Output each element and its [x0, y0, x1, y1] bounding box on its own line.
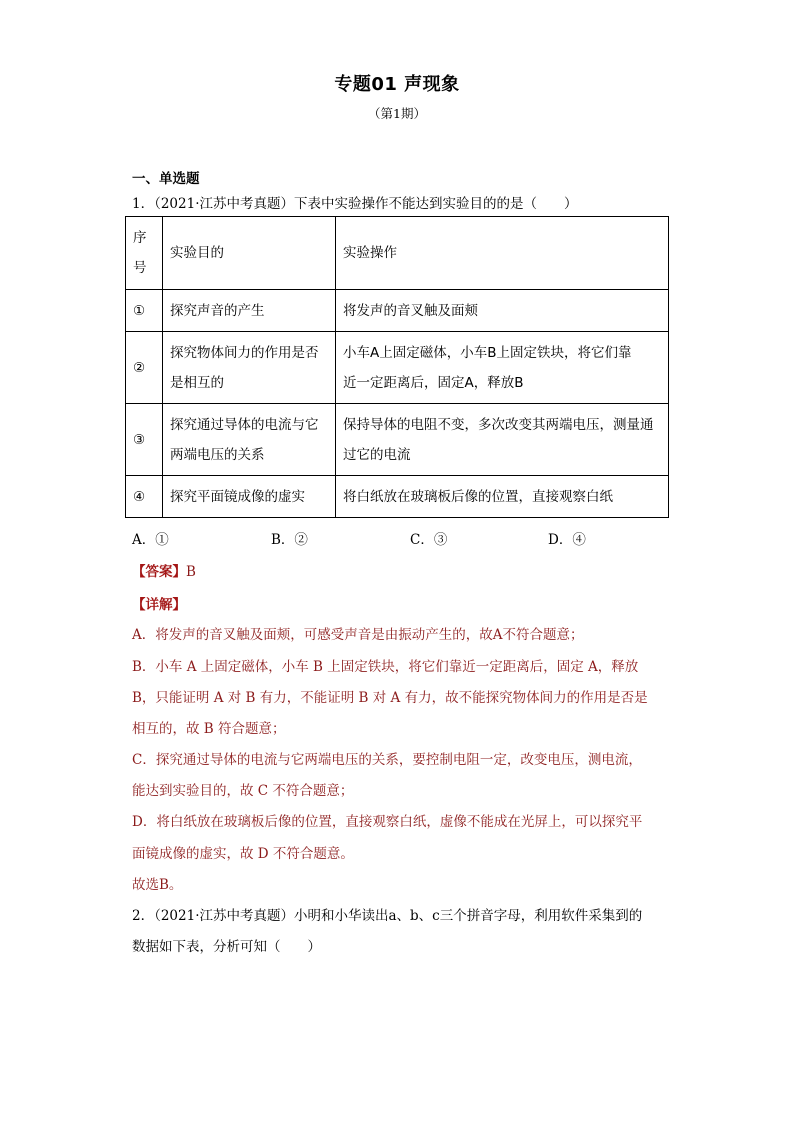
- row-purpose: [163, 404, 336, 476]
- question-1-stem: 1．（2021·江苏中考真题）下表中实验操作不能达到实验目的的是（ ）: [132, 196, 578, 212]
- header-number-char-2: 号: [133, 260, 147, 276]
- table-row: [126, 290, 669, 332]
- row-number: ③: [126, 404, 163, 476]
- table-row: [126, 476, 669, 518]
- option-c: C．③: [410, 532, 448, 548]
- header-cell-operation: 实验操作: [336, 217, 669, 290]
- table-row: [126, 404, 669, 476]
- detail-line: 能达到实验目的，故 C 不符合题意；: [132, 783, 354, 799]
- row-operation: 将发声的音叉触及面颊: [336, 290, 669, 332]
- row-operation-line-2: 过它的电流: [343, 446, 411, 463]
- row-purpose-line-1: 探究通过导体的电流与它: [170, 416, 319, 433]
- header-cell-number: [126, 217, 163, 290]
- row-number: ④: [126, 476, 163, 518]
- detail-line: D．将白纸放在玻璃板后像的位置，直接观察白纸，虚像不能成在光屏上，可以探究平: [132, 814, 643, 830]
- detail-line: 相互的，故 B 符合题意；: [132, 721, 286, 737]
- page-title: 专题01 声现象: [334, 74, 460, 95]
- table-row: [126, 332, 669, 404]
- detail-line: B．小车 A 上固定磁体，小车 B 上固定铁块，将它们靠近一定距离后，固定 A，释放: [132, 659, 639, 675]
- question-2-stem-line-2: 数据如下表，分析可知（ ）: [132, 939, 321, 955]
- detail-line: A．将发声的音叉触及面颊，可感受声音是由振动产生的，故A不符合题意；: [132, 627, 584, 643]
- row-purpose: 探究声音的产生: [163, 290, 336, 332]
- answer-value: B: [186, 564, 196, 580]
- section-heading: 一、单选题: [132, 171, 200, 187]
- row-operation: [336, 404, 669, 476]
- answer-line: [132, 560, 196, 580]
- header-cell-purpose: 实验目的: [163, 217, 336, 290]
- detail-line: 面镜成像的虚实，故 D 不符合题意。: [132, 846, 354, 862]
- header-number-char-1: 序: [133, 230, 147, 246]
- row-operation-line-2: 近一定距离后，固定A，释放B: [343, 374, 524, 391]
- question-2-stem-line-1: 2．（2021·江苏中考真题）小明和小华读出a、b、c三个拼音字母，利用软件采集到的: [132, 908, 643, 924]
- answer-label: 【答案】: [132, 564, 186, 580]
- detail-label: 【详解】: [132, 597, 186, 613]
- row-purpose: [163, 332, 336, 404]
- page-subtitle: （第1期）: [368, 106, 426, 121]
- row-purpose: 探究平面镜成像的虚实: [163, 476, 336, 518]
- conclusion-line: 故选B。: [132, 877, 183, 893]
- option-d: D．④: [548, 532, 586, 548]
- option-b: B．②: [271, 532, 308, 548]
- row-operation: 将白纸放在玻璃板后像的位置，直接观察白纸: [336, 476, 669, 518]
- row-purpose-line-1: 探究物体间力的作用是否: [170, 344, 319, 361]
- row-purpose-line-2: 是相互的: [170, 374, 224, 391]
- option-a: A．①: [132, 532, 169, 548]
- table-header-row: [126, 217, 669, 290]
- row-number: ①: [126, 290, 163, 332]
- row-operation-line-1: 小车A上固定磁体，小车B上固定铁块，将它们靠: [343, 344, 632, 361]
- row-operation-line-1: 保持导体的电阻不变，多次改变其两端电压，测量通: [343, 416, 654, 433]
- row-purpose-line-2: 两端电压的关系: [170, 446, 265, 463]
- row-operation: [336, 332, 669, 404]
- row-number: ②: [126, 332, 163, 404]
- experiment-table: [125, 216, 669, 518]
- detail-line: B，只能证明 A 对 B 有力，不能证明 B 对 A 有力，故不能探究物体间力的作用是否是: [132, 690, 648, 706]
- detail-line: C．探究通过导体的电流与它两端电压的关系，要控制电阻一定，改变电压，测电流，: [132, 752, 642, 768]
